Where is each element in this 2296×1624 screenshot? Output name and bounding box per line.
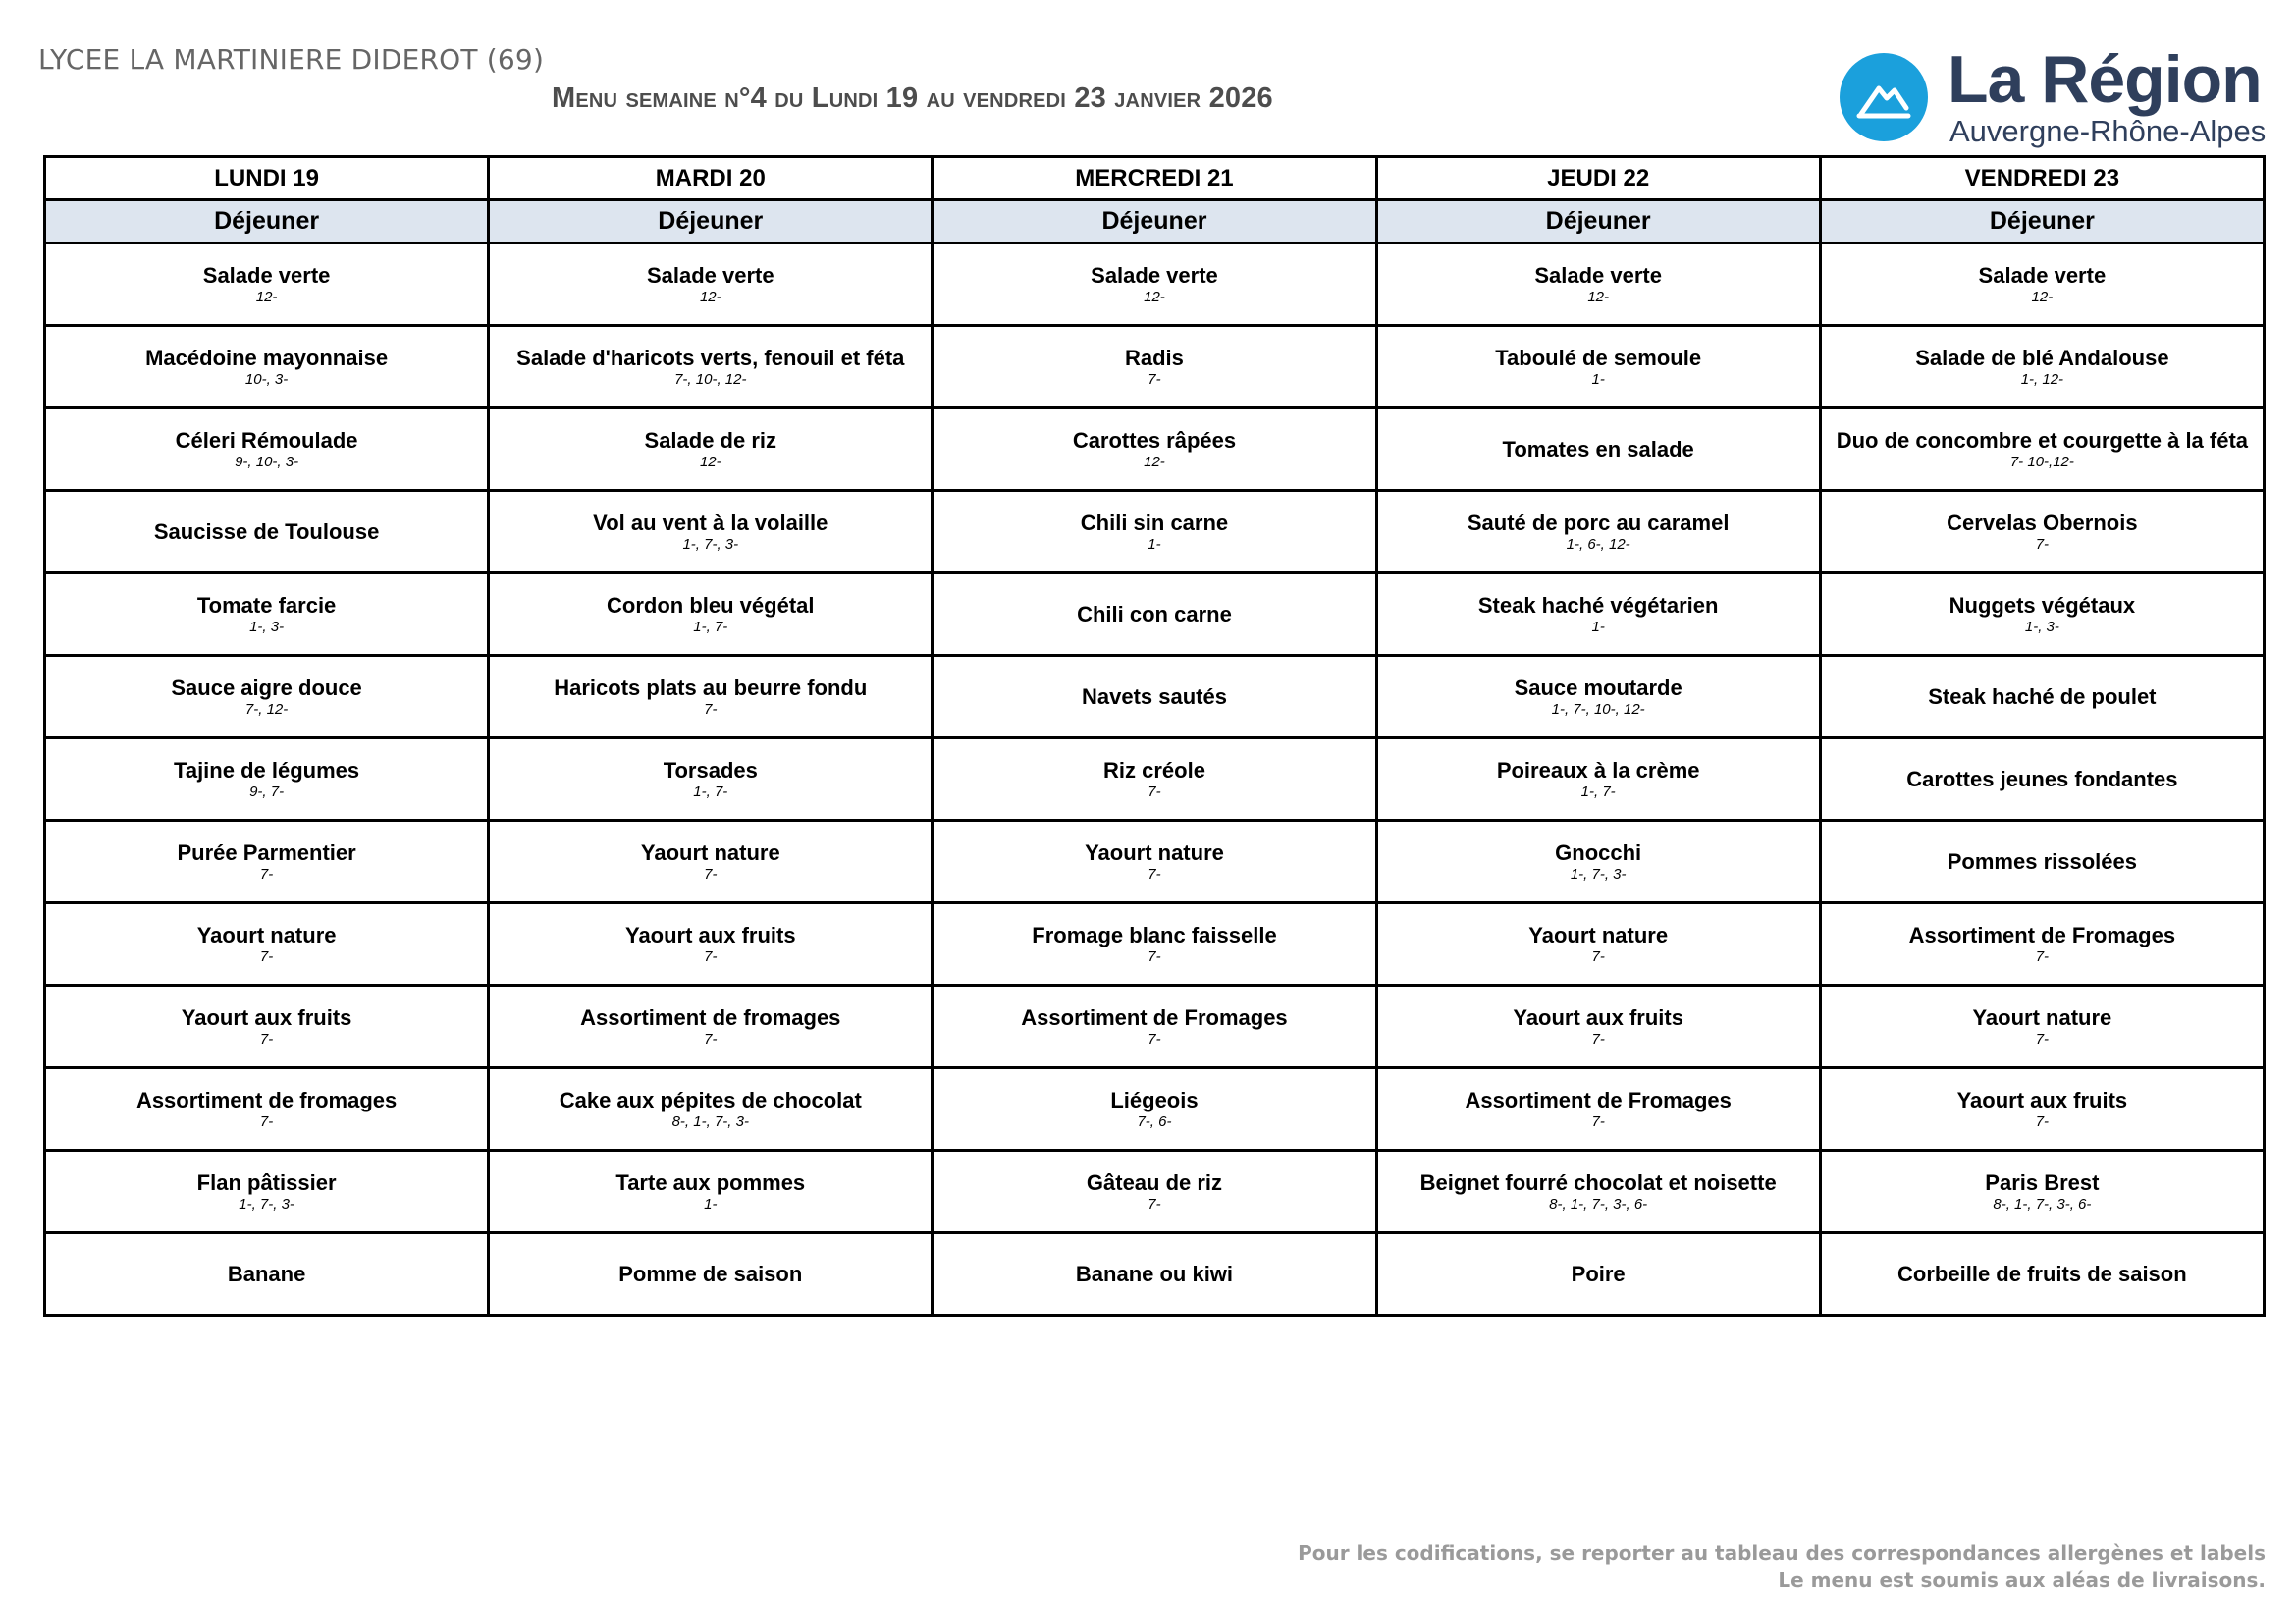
menu-cell xyxy=(1820,656,2264,738)
dish-name: Tarte aux pommes xyxy=(615,1170,806,1195)
footer-line: Pour les codifications, se reporter au tableau des correspondances allergènes et labels xyxy=(1298,1542,2266,1565)
dish-name: Assortiment de Fromages xyxy=(1021,1005,1288,1030)
dish-name: Carottes jeunes fondantes xyxy=(1906,767,2178,791)
table-row xyxy=(45,573,2265,656)
table-row xyxy=(45,244,2265,326)
menu-cell xyxy=(933,656,1376,738)
dish-name: Céleri Rémoulade xyxy=(175,428,358,453)
allergen-codes: 1-, 7- xyxy=(693,619,728,635)
allergen-codes: 1-, 3- xyxy=(2024,619,2059,635)
allergen-codes: 7-, 6- xyxy=(1137,1113,1172,1130)
allergen-codes: 8-, 1-, 7-, 3-, 6- xyxy=(1549,1196,1648,1213)
menu-cell xyxy=(1820,408,2264,491)
menu-cell xyxy=(489,1068,933,1151)
meal-header: Déjeuner xyxy=(1820,200,2264,244)
dish-name: Gâteau de riz xyxy=(1086,1170,1223,1195)
day-header: JEUDI 22 xyxy=(1376,157,1820,200)
dish-name: Purée Parmentier xyxy=(177,840,356,865)
dish-name: Yaourt nature xyxy=(1972,1005,2112,1030)
allergen-codes: 1- xyxy=(1148,536,1161,553)
dish-name: Poireaux à la crème xyxy=(1496,758,1700,783)
dish-name: Tomates en salade xyxy=(1502,437,1694,461)
allergen-codes: 7-, 10-, 12- xyxy=(674,371,747,388)
menu-cell xyxy=(1376,491,1820,573)
allergen-codes: 1- xyxy=(704,1196,718,1213)
dish-name: Vol au vent à la volaille xyxy=(593,511,828,535)
day-header: LUNDI 19 xyxy=(45,157,489,200)
dish-name: Sauce aigre douce xyxy=(171,676,362,700)
table-row xyxy=(45,1068,2265,1151)
menu-cell xyxy=(1376,408,1820,491)
allergen-codes: 7- xyxy=(2035,1031,2050,1048)
dish-name: Navets sautés xyxy=(1081,684,1227,709)
table-row xyxy=(45,408,2265,491)
allergen-codes: 9-, 10-, 3- xyxy=(235,454,299,470)
menu-cell xyxy=(489,986,933,1068)
meal-header: Déjeuner xyxy=(1376,200,1820,244)
menu-cell xyxy=(45,573,489,656)
menu-cell xyxy=(489,326,933,408)
menu-cell xyxy=(933,244,1376,326)
day-header: MARDI 20 xyxy=(489,157,933,200)
allergen-codes: 7- xyxy=(259,1113,274,1130)
dish-name: Salade verte xyxy=(1534,263,1662,288)
footer-line: Le menu est soumis aux aléas de livraisons. xyxy=(1778,1568,2266,1592)
dish-name: Banane xyxy=(227,1262,306,1286)
menu-cell xyxy=(933,821,1376,903)
allergen-codes: 1-, 7-, 3- xyxy=(239,1196,294,1213)
allergen-codes: 7- xyxy=(1148,948,1161,965)
menu-cell xyxy=(45,656,489,738)
dish-name: Steak haché végétarien xyxy=(1477,593,1719,618)
menu-cell xyxy=(45,1151,489,1233)
dish-name: Salade verte xyxy=(646,263,774,288)
allergen-codes: 7- xyxy=(704,948,718,965)
dish-name: Salade de riz xyxy=(644,428,777,453)
dish-name: Salade verte xyxy=(202,263,331,288)
allergen-codes: 7- xyxy=(259,1031,274,1048)
dish-name: Paris Brest xyxy=(1985,1170,2100,1195)
dish-name: Macédoine mayonnaise xyxy=(145,346,389,370)
menu-cell xyxy=(1820,821,2264,903)
menu-cell xyxy=(1820,326,2264,408)
menu-cell xyxy=(1376,326,1820,408)
menu-cell xyxy=(489,408,933,491)
day-header: MERCREDI 21 xyxy=(933,157,1376,200)
dish-name: Radis xyxy=(1125,346,1184,370)
dish-name: Flan pâtissier xyxy=(196,1170,337,1195)
dish-name: Chili con carne xyxy=(1077,602,1232,626)
school-name: LYCEE LA MARTINIERE DIDEROT (69) xyxy=(38,43,545,76)
menu-cell xyxy=(45,1233,489,1316)
allergen-codes: 7- xyxy=(1148,784,1161,800)
menu-cell xyxy=(1820,738,2264,821)
menu-cell xyxy=(933,903,1376,986)
table-row xyxy=(45,986,2265,1068)
dish-name: Assortiment de Fromages xyxy=(1465,1088,1732,1112)
dish-name: Pomme de saison xyxy=(618,1262,803,1286)
allergen-codes: 12- xyxy=(1587,289,1609,305)
menu-cell xyxy=(489,656,933,738)
allergen-codes: 1-, 7- xyxy=(693,784,728,800)
allergen-codes: 7- xyxy=(259,866,274,883)
dish-name: Nuggets végétaux xyxy=(1949,593,2136,618)
meal-header: Déjeuner xyxy=(933,200,1376,244)
allergen-codes: 1-, 7- xyxy=(1580,784,1616,800)
menu-cell xyxy=(45,491,489,573)
menu-cell xyxy=(1376,986,1820,1068)
dish-name: Tomate farcie xyxy=(196,593,337,618)
menu-cell xyxy=(1376,738,1820,821)
menu-cell xyxy=(45,738,489,821)
allergen-codes: 7- xyxy=(1591,1113,1605,1130)
dish-name: Riz créole xyxy=(1103,758,1205,783)
menu-cell xyxy=(489,903,933,986)
dish-name: Assortiment de fromages xyxy=(580,1005,841,1030)
menu-cell xyxy=(489,821,933,903)
menu-cell xyxy=(933,1233,1376,1316)
allergen-codes: 8-, 1-, 7-, 3-, 6- xyxy=(1993,1196,2092,1213)
menu-table xyxy=(43,155,2266,1317)
dish-name: Salade verte xyxy=(1978,263,2107,288)
menu-cell xyxy=(1376,656,1820,738)
dish-name: Pommes rissolées xyxy=(1947,849,2137,874)
table-row xyxy=(45,821,2265,903)
allergen-codes: 7- xyxy=(704,1031,718,1048)
dish-name: Cervelas Obernois xyxy=(1947,511,2138,535)
menu-cell xyxy=(933,986,1376,1068)
menu-cell xyxy=(45,244,489,326)
dish-name: Yaourt aux fruits xyxy=(181,1005,352,1030)
menu-cell xyxy=(1376,821,1820,903)
menu-cell xyxy=(489,491,933,573)
dish-name: Yaourt nature xyxy=(196,923,337,947)
allergen-codes: 7- 10-,12- xyxy=(2009,454,2074,470)
dish-name: Chili sin carne xyxy=(1080,511,1229,535)
allergen-codes: 10-, 3- xyxy=(244,371,289,388)
menu-cell xyxy=(933,573,1376,656)
dish-name: Yaourt aux fruits xyxy=(1513,1005,1683,1030)
menu-cell xyxy=(933,738,1376,821)
dish-name: Haricots plats au beurre fondu xyxy=(554,676,868,700)
menu-cell xyxy=(933,491,1376,573)
dish-name: Fromage blanc faisselle xyxy=(1032,923,1277,947)
allergen-codes: 1-, 7-, 10-, 12- xyxy=(1551,701,1645,718)
dish-name: Poire xyxy=(1571,1262,1626,1286)
allergen-codes: 12- xyxy=(699,289,721,305)
menu-cell xyxy=(1376,573,1820,656)
menu-cell xyxy=(489,738,933,821)
meal-header: Déjeuner xyxy=(489,200,933,244)
dish-name: Salade d'haricots verts, fenouil et féta xyxy=(516,346,905,370)
allergen-codes: 12- xyxy=(255,289,278,305)
dish-name: Taboulé de semoule xyxy=(1495,346,1702,370)
allergen-codes: 8-, 1-, 7-, 3- xyxy=(671,1113,749,1130)
day-header: VENDREDI 23 xyxy=(1820,157,2264,200)
day-header-row xyxy=(45,157,2265,200)
dish-name: Cake aux pépites de chocolat xyxy=(559,1088,862,1112)
table-row xyxy=(45,1233,2265,1316)
table-row xyxy=(45,656,2265,738)
menu-cell xyxy=(45,986,489,1068)
allergen-codes: 7- xyxy=(1591,948,1605,965)
meal-header-row xyxy=(45,200,2265,244)
menu-cell xyxy=(1376,1151,1820,1233)
dish-name: Assortiment de fromages xyxy=(135,1088,398,1112)
region-logo xyxy=(1840,42,2271,155)
logo-subtitle: Auvergne-Rhône-Alpes xyxy=(1949,114,2267,148)
menu-cell xyxy=(489,1233,933,1316)
menu-cell xyxy=(1376,903,1820,986)
allergen-codes: 7- xyxy=(1148,371,1161,388)
menu-cell xyxy=(933,1151,1376,1233)
dish-name: Assortiment de Fromages xyxy=(1908,923,2176,947)
table-row xyxy=(45,491,2265,573)
table-row xyxy=(45,738,2265,821)
footer-note xyxy=(1298,1541,2266,1594)
menu-cell xyxy=(45,408,489,491)
menu-cell xyxy=(1376,1233,1820,1316)
menu-cell xyxy=(1820,986,2264,1068)
menu-cell xyxy=(45,903,489,986)
allergen-codes: 7- xyxy=(1148,1031,1161,1048)
page-title: Menu semaine n°4 du Lundi 19 au vendredi 23 janvier 2026 xyxy=(552,82,1273,114)
dish-name: Steak haché de poulet xyxy=(1928,684,2157,709)
allergen-codes: 7- xyxy=(2035,948,2050,965)
dish-name: Cordon bleu végétal xyxy=(607,593,815,618)
allergen-codes: 12- xyxy=(699,454,721,470)
menu-body xyxy=(45,244,2265,1316)
dish-name: Sauce moutarde xyxy=(1514,676,1682,700)
allergen-codes: 7- xyxy=(2035,536,2050,553)
allergen-codes: 9-, 7- xyxy=(249,784,285,800)
allergen-codes: 1- xyxy=(1591,371,1605,388)
dish-name: Yaourt nature xyxy=(640,840,780,865)
allergen-codes: 7- xyxy=(1148,866,1161,883)
table-row xyxy=(45,1151,2265,1233)
dish-name: Corbeille de fruits de saison xyxy=(1897,1262,2187,1286)
dish-name: Saucisse de Toulouse xyxy=(153,519,380,544)
menu-cell xyxy=(489,573,933,656)
menu-cell xyxy=(1820,903,2264,986)
allergen-codes: 7-, 12- xyxy=(244,701,289,718)
allergen-codes: 1-, 12- xyxy=(2020,371,2064,388)
dish-name: Gnocchi xyxy=(1555,840,1642,865)
dish-name: Yaourt nature xyxy=(1085,840,1224,865)
dish-name: Duo de concombre et courgette à la féta xyxy=(1836,428,2249,453)
dish-name: Sauté de porc au caramel xyxy=(1467,511,1730,535)
menu-cell xyxy=(45,1068,489,1151)
menu-cell xyxy=(489,1151,933,1233)
dish-name: Beignet fourré chocolat et noisette xyxy=(1419,1170,1777,1195)
menu-cell xyxy=(933,326,1376,408)
menu-cell xyxy=(1820,491,2264,573)
allergen-codes: 1-, 3- xyxy=(249,619,285,635)
menu-cell xyxy=(45,326,489,408)
dish-name: Salade de blé Andalouse xyxy=(1915,346,2169,370)
allergen-codes: 1-, 7-, 3- xyxy=(1570,866,1627,883)
allergen-codes: 12- xyxy=(1144,289,1165,305)
menu-cell xyxy=(1376,244,1820,326)
meal-header: Déjeuner xyxy=(45,200,489,244)
menu-cell xyxy=(1820,1151,2264,1233)
allergen-codes: 1- xyxy=(1591,619,1605,635)
allergen-codes: 12- xyxy=(2031,289,2054,305)
menu-cell xyxy=(489,244,933,326)
allergen-codes: 12- xyxy=(1144,454,1165,470)
dish-name: Yaourt aux fruits xyxy=(1956,1088,2128,1112)
menu-cell xyxy=(1820,1233,2264,1316)
allergen-codes: 7- xyxy=(1148,1196,1161,1213)
allergen-codes: 7- xyxy=(259,948,274,965)
dish-name: Tajine de légumes xyxy=(174,758,360,783)
dish-name: Salade verte xyxy=(1091,263,1218,288)
menu-cell xyxy=(1820,1068,2264,1151)
allergen-codes: 1-, 6-, 12- xyxy=(1566,536,1630,553)
menu-cell xyxy=(933,1068,1376,1151)
table-row xyxy=(45,326,2265,408)
dish-name: Carottes râpées xyxy=(1072,428,1237,453)
allergen-codes: 7- xyxy=(704,701,718,718)
dish-name: Liégeois xyxy=(1110,1088,1199,1112)
menu-cell xyxy=(933,408,1376,491)
menu-cell xyxy=(1820,573,2264,656)
dish-name: Yaourt nature xyxy=(1528,923,1669,947)
allergen-codes: 7- xyxy=(1591,1031,1605,1048)
dish-name: Yaourt aux fruits xyxy=(624,923,796,947)
allergen-codes: 1-, 7-, 3- xyxy=(682,536,739,553)
mountain-icon xyxy=(1840,53,1928,141)
allergen-codes: 7- xyxy=(704,866,718,883)
dish-name: Torsades xyxy=(663,758,758,783)
dish-name: Banane ou kiwi xyxy=(1075,1262,1234,1286)
menu-cell xyxy=(45,821,489,903)
logo-name: La Région xyxy=(1948,42,2262,117)
allergen-codes: 7- xyxy=(2035,1113,2050,1130)
menu-cell xyxy=(1376,1068,1820,1151)
menu-cell xyxy=(1820,244,2264,326)
table-row xyxy=(45,903,2265,986)
